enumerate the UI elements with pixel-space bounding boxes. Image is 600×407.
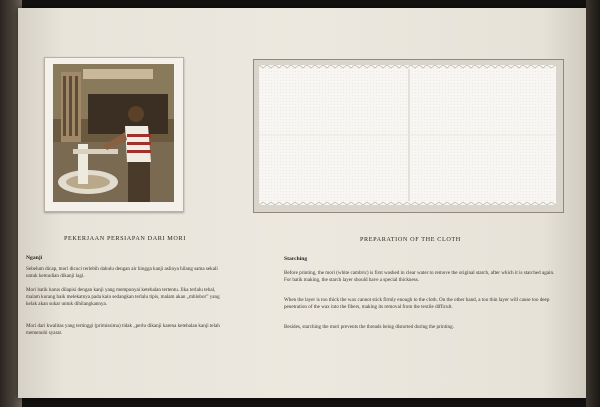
white-cloth-sample bbox=[259, 65, 556, 205]
right-paragraph-3: Besides, starching the mori prevents the threads being distorted during the printing. bbox=[284, 324, 454, 330]
left-paragraph-3: Mori dari kwalitas yang tertinggi (primissima) tidak „perlu dikanji karena ketebalan kanji telah memenuhi syarat. bbox=[26, 323, 220, 337]
right-title: PREPARATION OF THE CLOTH bbox=[360, 236, 461, 243]
right-paragraph-1: Before printing, the mori (white cambric) is first washed in clear water to remove the original starch, after which it is starched again. For batik making, the starch layer should have a special thickness. bbox=[284, 270, 555, 284]
right-subheading: Starching bbox=[284, 256, 308, 262]
right-paragraph-2: When the layer is too thick the wax cannot stick firmly enough to the cloth. On the other hand, a too thin layer will cause too deep penetration of the wax into the fibers, making its removal from the textile difficult. bbox=[284, 297, 550, 311]
book-page-edge bbox=[586, 0, 600, 407]
left-paragraph-2: Mori batik harus dilapisi dengan kanji yang mempunyai ketebalan tertentu. Jika terlalu tebal, malam kurang baik melekatnya pada kain sedangkan terlalu tipis, malam akan „mblobor” yang kelak akan sukar untuk dihilangkannya. bbox=[26, 287, 220, 308]
page bbox=[18, 8, 588, 398]
left-title: PEKERJAAN PERSIAPAN DARI MORI bbox=[64, 235, 186, 242]
left-subheading: Nganji bbox=[26, 255, 43, 261]
cloth-sample-frame bbox=[253, 59, 564, 213]
left-paragraph-1: Sebelum dicap, mori dicuci terlebih dahulu dengan air hingga kanji aslinya hilang sama sekali untuk kemudian dikanji lagi. bbox=[26, 266, 218, 280]
photo-frame bbox=[44, 57, 184, 212]
worker-photo bbox=[53, 64, 174, 202]
